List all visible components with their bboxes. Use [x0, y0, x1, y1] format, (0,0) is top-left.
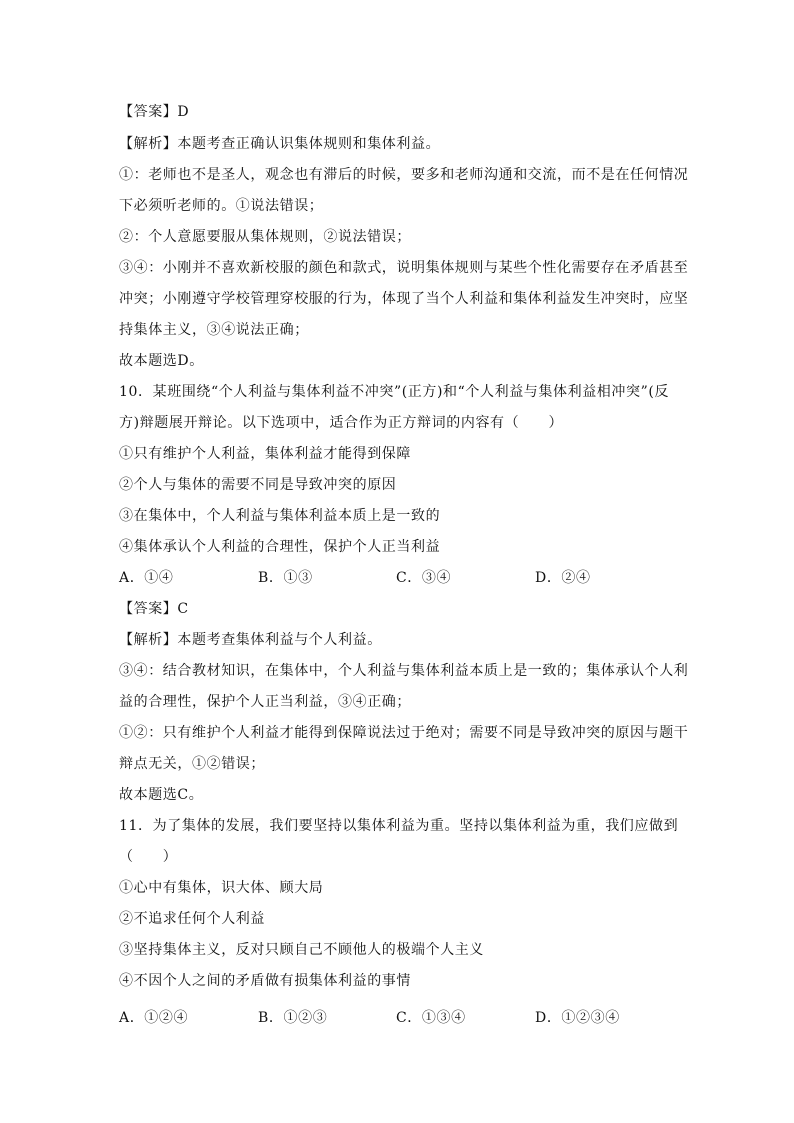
question-10-option-b: B．①③	[258, 570, 313, 586]
question-11-statement: ④不因个人之间的矛盾做有损集体利益的事情	[119, 973, 411, 989]
question-11-option-c: C．①③④	[396, 1010, 466, 1026]
analysis-9-line: ③④：小刚并不喜欢新校服的颜色和款式，说明集体规则与某些个性化需要存在矛盾甚至	[119, 260, 689, 276]
question-11-statement: ①心中有集体，识大体、顾大局	[119, 880, 324, 896]
analysis-9-line: 冲突；小刚遵守学校管理穿校服的行为，体现了当个人利益和集体利益发生冲突时，应坚	[119, 291, 689, 307]
analysis-10-title: 【解析】本题考查集体利益与个人利益。	[119, 632, 382, 648]
question-11-option-d: D．①②③④	[535, 1010, 620, 1026]
analysis-9-line: 持集体主义，③④说法正确；	[119, 322, 309, 338]
answer-10: 【答案】C	[119, 601, 189, 617]
analysis-9-line: ②：个人意愿要服从集体规则，②说法错误；	[119, 229, 411, 245]
question-10-statement: ①只有维护个人利益，集体利益才能得到保障	[119, 446, 411, 462]
question-10-option-c: C．③④	[396, 570, 452, 586]
question-11-option-b: B．①②③	[258, 1010, 328, 1026]
question-10-statement: ②个人与集体的需要不同是导致冲突的原因	[119, 477, 397, 493]
question-11-stem: 11．为了集体的发展，我们要坚持以集体利益为重。坚持以集体利益为重，我们应做到	[119, 818, 679, 834]
analysis-10-line: ①②：只有维护个人利益才能得到保障说法过于绝对；需要不同是导致冲突的原因与题干	[119, 725, 689, 741]
analysis-9-title: 【解析】本题考查正确认识集体规则和集体利益。	[119, 136, 441, 152]
answer-9: 【答案】D	[119, 104, 190, 120]
question-10-stem: 方)辩题展开辩论。以下选项中，适合作为正方辩词的内容有（ ）	[119, 415, 564, 431]
analysis-9-line: 下必须听老师的。①说法错误；	[119, 198, 324, 214]
question-10-option-d: D．②④	[535, 570, 591, 586]
question-11-option-a: A．①②④	[119, 1010, 189, 1026]
analysis-10-line: 辩点无关，①②错误；	[119, 756, 265, 772]
analysis-9-line: ①：老师也不是圣人，观念也有滞后的时候，要多和老师沟通和交流，而不是在任何情况	[119, 167, 689, 183]
question-11-statement: ②不追求任何个人利益	[119, 911, 265, 927]
analysis-10-line: 益的合理性，保护个人正当利益，③④正确；	[119, 694, 411, 710]
question-10-statement: ③在集体中，个人利益与集体利益本质上是一致的	[119, 508, 441, 524]
question-10-statement: ④集体承认个人利益的合理性，保护个人正当利益	[119, 539, 441, 555]
conclusion-9: 故本题选D。	[119, 353, 204, 369]
analysis-10-line: ③④：结合教材知识，在集体中，个人利益与集体利益本质上是一致的；集体承认个人利	[119, 663, 689, 679]
question-10-stem: 10．某班围绕“个人利益与集体利益不冲突”(正方)和“个人利益与集体利益相冲突”(反	[119, 384, 670, 400]
conclusion-10: 故本题选C。	[119, 787, 204, 803]
question-10-option-a: A．①④	[119, 570, 174, 586]
question-11-stem: （ ）	[119, 849, 178, 865]
question-11-statement: ③坚持集体主义，反对只顾自己不顾他人的极端个人主义	[119, 942, 484, 958]
